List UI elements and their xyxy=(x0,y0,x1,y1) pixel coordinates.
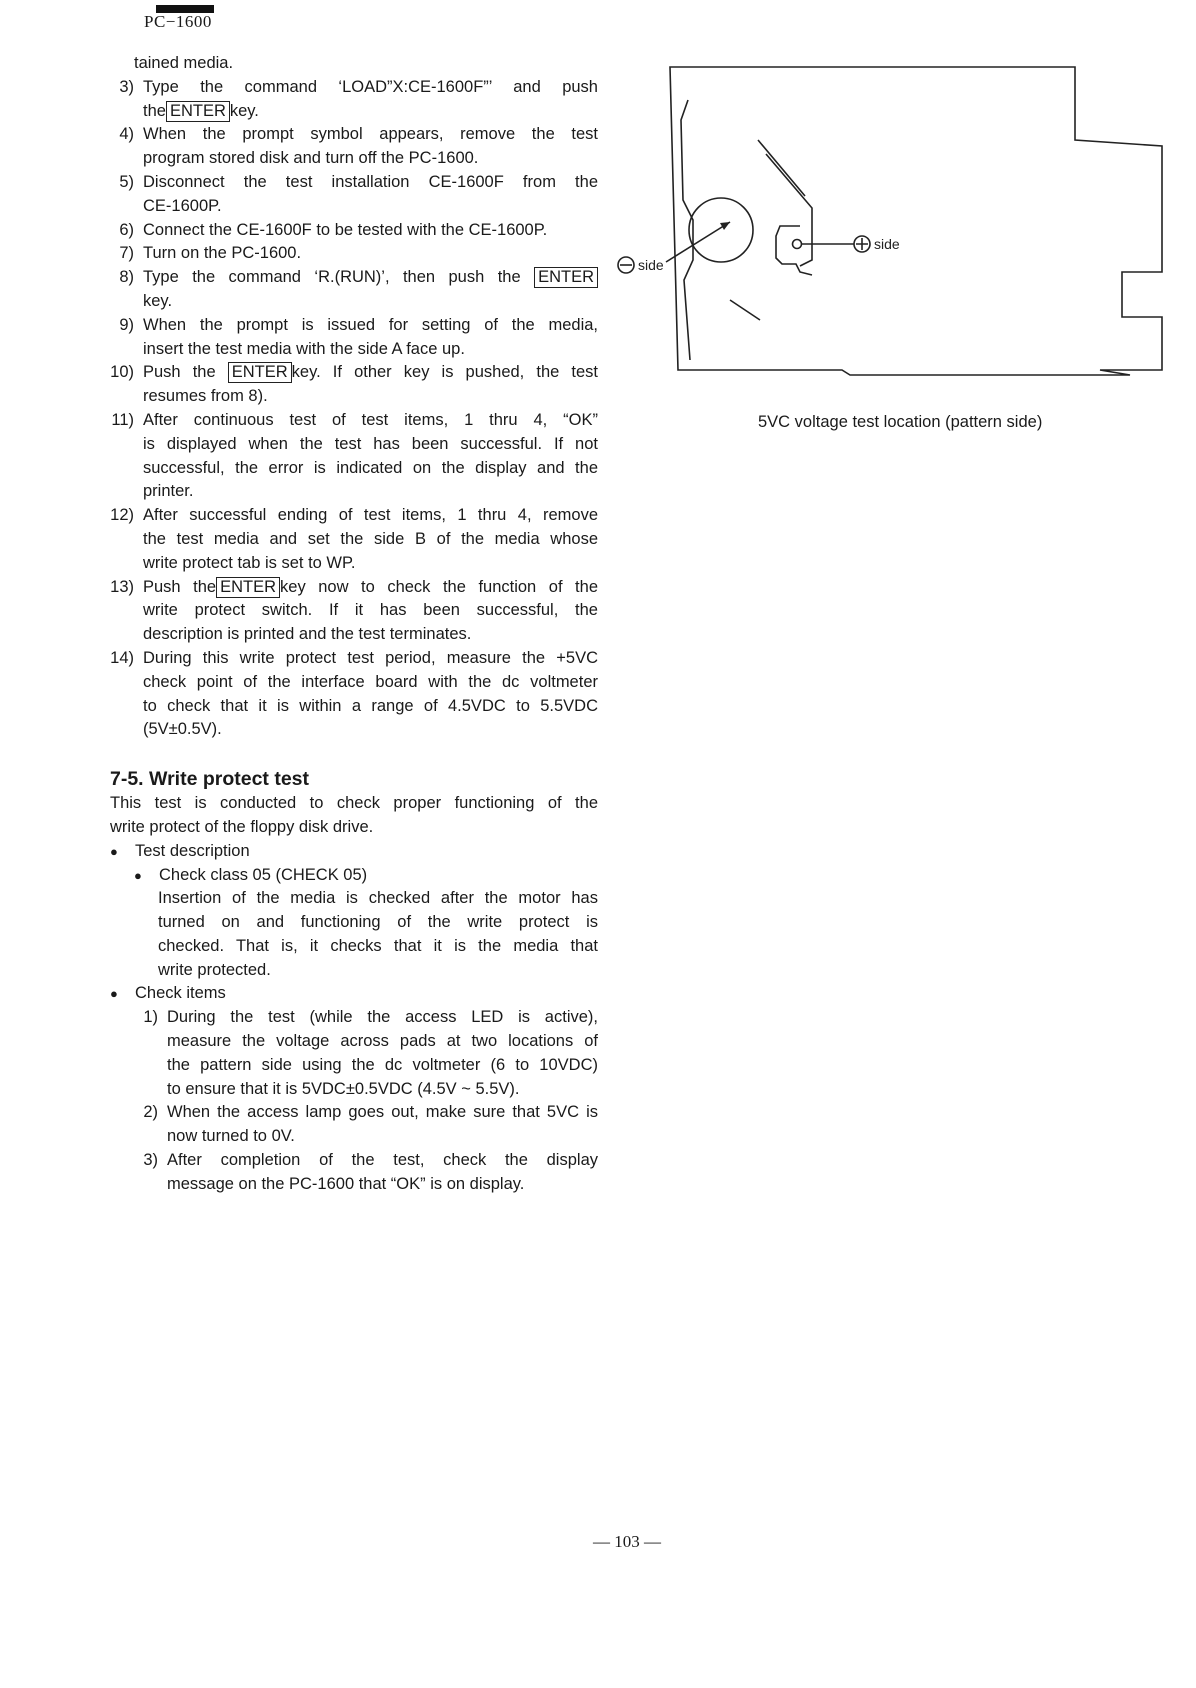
enter-key: ENTER xyxy=(228,362,292,383)
section-title: 7-5. Write protect test xyxy=(110,768,310,791)
check-item-3: 3) After completion of the test, check the display message on the PC-1600 that “OK” is on display. xyxy=(143,1151,598,1193)
circle-component xyxy=(689,198,753,262)
diagram-caption: 5VC voltage test location (pattern side) xyxy=(758,413,1043,431)
step-11: 11) After continuous test of test items, 1 thru 4, “OK” is displayed when the test has been successful. If not successful, the error is indicated on the display and the printer. xyxy=(111,410,598,501)
step-13: 13) Push the ENTER key now to check the function of the write protect switch. If it has been successful, the description is printed and the test terminates. xyxy=(110,577,598,644)
page-number: — 103 — xyxy=(593,1532,661,1551)
bullet-test-description: ● Test description xyxy=(110,840,598,864)
bullet-check-class: ● Check class 05 (CHECK 05) xyxy=(110,864,598,888)
step-6: 6) Connect the CE-1600F to be tested with the CE-1600P. xyxy=(119,220,548,239)
minus-leader-line xyxy=(666,222,730,262)
enter-key: ENTER xyxy=(534,267,598,288)
step-8: 8) Type the command ‘R.(RUN)’, then push the ENTER key. xyxy=(110,266,598,314)
board-outline xyxy=(670,67,1162,375)
pcb-trace xyxy=(681,100,693,360)
bullet-icon: ● xyxy=(110,843,118,859)
step-12: 12) After successful ending of test items, 1 thru 4, remove the test media and set the side B of the media whose write protect tab is set to WP. xyxy=(110,506,598,572)
step-10: 10) Push the ENTER key. If other key is pushed, the test resumes from 8). xyxy=(110,363,598,406)
step-7: 7) Turn on the PC-1600. xyxy=(119,244,302,263)
plus-pad xyxy=(793,240,802,249)
enter-key: ENTER xyxy=(166,101,230,122)
bullet-check-items: ● Check items xyxy=(110,982,598,1006)
section-intro: This test is conducted to check proper functioning of the xyxy=(110,794,598,813)
check-class-description: Insertion of the media is checked after the motor has turned on and functioning of the write protect is checked. That is, it checks that it is the media that write protected. xyxy=(158,889,598,979)
pcb-trace xyxy=(758,140,805,196)
pad-bracket xyxy=(776,226,812,275)
step-5: 5) Disconnect the test installation CE-1600F from the CE-1600P. xyxy=(119,172,598,215)
bullet-icon: ● xyxy=(110,986,118,1002)
model-name: PC−1600 xyxy=(144,12,212,31)
step-9: 9) When the prompt is issued for setting of the media, insert the test media with the side A face up. xyxy=(119,315,598,358)
plus-side-label: side xyxy=(874,236,900,252)
pcb-trace xyxy=(730,300,760,320)
step-14: 14) During this write protect test period, measure the +5VC check point of the interface board with the dc voltmeter to check that it is within a range of 4.5VDC to 5.5VDC (5V±0.5V). xyxy=(110,648,598,739)
pcb-diagram xyxy=(600,60,1180,380)
step-2-tail: tained media. xyxy=(134,54,234,72)
minus-side-label: side xyxy=(638,257,664,273)
check-item-2: 2) When the access lamp goes out, make sure that 5VC is now turned to 0V. xyxy=(143,1103,598,1146)
arrowhead-icon xyxy=(720,222,730,230)
main-column: tained media. 3) Type the command ‘LOAD”X:CE-1600F”’ and push the ENTER key. 4) When the prompt symbol appears, remove the test program stored disk and turn off the PC-1600. 5) Disconnect the test installation CE-1600F from the CE-1600P. 6) Connect the CE-1600F to be tested with the CE-1600P. 7) Turn on the PC-1600. 8) Type the command ‘R.(RUN)’, then push the ENTER key. 9) When the prompt is issued for setting of the media, insert the test media with the side A face up. 10) Push the ENTER key. If other key is pushed, the test resumes from 8). 11) After continuous test of test items, 1 thru 4, “OK” is displayed when the test has been successful. If not successful, the error is indicated on the display and the printer. 12) After successful ending of test items, 1 thru 4, remove the test media and set the side B of the media whose write protect tab is set to WP. 13) Push the ENTER key now to check the function of the write protect switch. If it has been successful, the description is printed and the test terminates. 14) During this write protect test period, measure the +5VC check point of the interface board with the dc voltmeter to check that it is within a range of 4.5VDC to 5.5VDC (5V±0.5V). 7-5. Write protect test This test is conducted to check proper functioning of the write protect of the floppy disk drive. ● Test description ● Check class 05 (CHECK 05) Insertion of the media is checked after the motor has turned on and functioning of the write protect is checked. That is, it checks that it is the media that write protected. ● Check items 1) During the test (while the access LED is active), measure the voltage across pads at two locations of the pattern side using the dc voltmeter (6 to 10VDC) to ensure that it is 5VDC±0.5VDC (4.5V ~ 5.5V). 2) When the access lamp goes out, make sure that 5VC is now turned to 0V. 3) After completion of the test, check the display message on the PC-1600 that “OK” is on display. xyxy=(110,52,598,1197)
pcb-trace xyxy=(766,154,812,266)
enter-key: ENTER xyxy=(216,577,280,598)
check-item-1: 1) During the test (while the access LED is active), measure the voltage across pads at two locations of the pattern side using the dc voltmeter (6 to 10VDC) to ensure that it is 5VDC±0.5VDC (4.5V ~ 5.5V). xyxy=(143,1008,598,1098)
step-3: 3) Type the command ‘LOAD”X:CE-1600F”’ and push the ENTER key. xyxy=(119,77,598,120)
bullet-icon: ● xyxy=(134,867,142,883)
step-4: 4) When the prompt symbol appears, remove the test program stored disk and turn off the PC-1600. xyxy=(119,125,598,168)
